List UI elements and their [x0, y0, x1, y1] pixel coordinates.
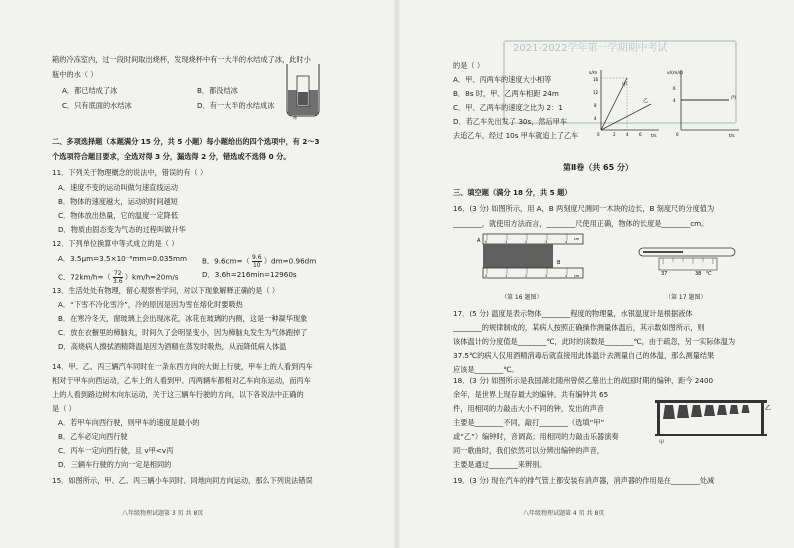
q14-option-d: D．三辆车行驶的方向一定是相同的	[58, 460, 172, 469]
s-t-graph	[589, 66, 661, 138]
q16-line2: ________，就使用方法而言，________尺使用正确，物体的长度是________cm。	[453, 219, 709, 228]
q17-line2: ________的规律制成的，某病人按照正确操作测量体温后，其示数如图所示，则	[453, 323, 705, 332]
q12-c-post: ）km/h=20m/s	[124, 272, 179, 282]
part2-title: 第Ⅱ卷（共 65 分）	[563, 163, 633, 172]
q11-option-d: D．物质由固态变为气态的过程叫做升华	[58, 225, 186, 234]
ruler-a-tick-1: 1	[505, 240, 508, 244]
s-tick-16: 16	[593, 77, 599, 82]
q11-stem: 11．下列关于物理概念的说法中，错误的有（ ）	[52, 168, 208, 177]
q12-b-pre: B．9.6cm=（	[202, 256, 250, 266]
t-tick-2: 2	[613, 132, 616, 137]
q11-option-b: B．物体的速度越大，运动的时间越短	[58, 197, 178, 206]
thermometer-figure	[633, 240, 743, 280]
ruler-b-tick-0: 0	[485, 274, 488, 278]
ruler-b-tick-1: 1	[505, 274, 508, 278]
q13-option-a: A．“下雪不冷化雪冷”，冷的原因是因为雪在熔化时要吸热	[58, 300, 243, 309]
v-t-graph	[667, 66, 741, 138]
q12-b-numerator: 9.6	[252, 254, 262, 261]
thermo-unit: ℃	[706, 271, 712, 277]
section2-line1: 二、多项选择题（本题满分 15 分，共 5 小题）每小题给出的四个选项中，有 2～3	[52, 137, 320, 146]
q15-option-c: C．甲、乙两车的速度之比为 2：1	[453, 103, 563, 112]
ruler-figure	[477, 232, 593, 290]
t-axis-label: t/s	[651, 134, 657, 139]
right-footer: 八年级物理试题第 4 页 共 8页	[523, 510, 605, 517]
section2-line2: 个选项符合题目要求，全选对得 3 分，漏选得 2 分，错选或不选得 0 分。	[52, 152, 291, 161]
q17-line5: 应该是________℃。	[453, 365, 519, 374]
t-tick-6: 6	[639, 132, 642, 137]
q17-line3: 该体温计的分度值是________℃，此时的读数是________℃，由于疏忽，另一实际体温为	[453, 337, 736, 346]
q18-line7: 主要是通过________来辨别。	[453, 460, 547, 469]
series-yi-label: 乙	[643, 98, 649, 104]
ruler-a-tick-0: 0	[485, 240, 488, 244]
q19-stem: 19．(3 分) 现在汽车的排气管上都安装有消声器，消声器的作用是在________处减	[453, 476, 715, 485]
q18-line2: 余年，是世界上现存最大的编钟。共有编钟共 65	[453, 390, 609, 399]
v-tick-6: 6	[673, 86, 676, 91]
q11-option-a: A．速度不变的运动叫做匀速直线运动	[58, 183, 178, 192]
q12-option-c	[58, 270, 179, 285]
watermark-title: 2021-2022学年第一学期期中考试	[513, 43, 668, 54]
ruler-a-tick-4: 4	[565, 240, 568, 244]
q18-line4: 主要是________不同，敲打________（选填“甲”	[453, 418, 605, 427]
t2-axis-label: t/s	[729, 134, 735, 139]
q10-option-d: D．有一大半的水结成冰	[197, 101, 275, 110]
q15-option-d: D．若乙车先出发了 30s，然后甲车	[453, 117, 568, 126]
q10-option-c: C．只有底面的水结冰	[62, 101, 132, 110]
q18-line5: 或“乙”）编钟时，音调高；用相同的力敲击乐器演奏	[453, 432, 619, 441]
page-fold	[394, 0, 400, 548]
q14-option-c: C．丙车一定向西行驶，且 v甲<v丙	[58, 446, 174, 455]
fig16-caption: （第 16 题图）	[501, 294, 543, 301]
q14-option-a: A．若甲车向西行驶，则甲车的速度是最小的	[58, 418, 200, 427]
q12-option-d: D．3.6h=216min=12960s	[202, 270, 297, 279]
q14-line3: 上的人看到路边树木向东运动，关于这三辆车行驶的方向，以下各说法中正确的	[52, 390, 304, 399]
thermo-tick-38: 38	[695, 271, 702, 277]
bell-jia-label: 甲	[659, 440, 665, 446]
ruler-a-tick-2: 2	[525, 240, 528, 244]
q18-line6: 同一歌曲时，我们依然可以分辨出编钟的声音，	[453, 446, 604, 455]
q18-line3: 件，用相同的力敲击大小不同的钟，发出的声音	[453, 404, 604, 413]
q10-stem-line2: 瓶中的水（ ）	[52, 70, 98, 79]
q12-c-numerator: 72	[113, 270, 122, 277]
v-axis-label: v/(m/s)	[667, 71, 683, 76]
ruler-a-label: A	[477, 238, 481, 244]
q12-c-denominator: 3.6	[113, 278, 123, 285]
q13-option-c: C．放在衣橱里的樟脑丸，时间久了会明显变小，因为樟脑丸发生为气体跑掉了	[58, 328, 308, 337]
series-bing-label: 丙	[731, 95, 737, 101]
ruler-a-tick-3: 3	[545, 240, 548, 244]
ruler-b-label: B	[557, 260, 561, 266]
q18-line1: 18．(3 分) 如图所示是我国湖北随州曾侯乙墓出土的战国时期的编钟，距今 2400	[453, 376, 714, 385]
ruler-b-tick-3: 3	[545, 274, 548, 278]
q12-b-denominator: 10	[252, 262, 261, 269]
q15-option-d-line2: 去追乙车，经过 10s 甲车就追上了乙车	[453, 131, 579, 140]
thermo-tick-37: 37	[661, 271, 668, 277]
q10-option-b: B．都没结冰	[197, 86, 238, 95]
q12-b-fraction	[252, 254, 262, 269]
s-tick-4: 4	[594, 116, 597, 121]
graph1-origin: 0	[597, 132, 600, 137]
ruler-b-unit: cm	[574, 274, 580, 278]
q14-option-b: B．乙车必定向西行驶	[58, 432, 128, 441]
bells-figure	[653, 396, 773, 446]
q16-line1: 16．(3 分) 如图所示，用 A，B 两刻度尺测同一木块的边长，B 刻度尺的分度值为	[453, 204, 715, 213]
left-page	[52, 0, 382, 548]
s-tick-12: 12	[593, 90, 599, 95]
right-page	[453, 0, 773, 548]
q11-option-c: C．物体放出热量，它的温度一定降低	[58, 211, 179, 220]
v-tick-4: 4	[673, 98, 676, 103]
s-tick-8: 8	[594, 103, 597, 108]
q12-b-post: ）dm=0.96dm	[263, 256, 317, 266]
q17-line4: 37.5℃的病人仅用酒精消毒后就直接用此体温计去测量自己的体温，那么测量结果	[453, 351, 715, 360]
ruler-b-tick-4: 4	[565, 274, 568, 278]
ice-label: 冰	[293, 115, 297, 120]
ruler-b-tick-2: 2	[525, 274, 528, 278]
q15-option-a: A．甲、丙两车的速度大小相等	[453, 75, 552, 84]
q13-option-d: D．高烧病人擦拭酒精降温是因为酒精在蒸发时吸热，从而降低病人体温	[58, 342, 287, 351]
q14-line1: 14．甲、乙、丙三辆汽车同时在一条东西方向的大街上行驶，甲车上的人看到丙车	[52, 362, 313, 371]
q12-option-a: A．3.5μm=3.5×10⁻⁶mm=0.035mm	[58, 254, 188, 263]
q12-c-fraction	[113, 270, 123, 285]
q13-option-b: B．在寒冷冬天，窗玻璃上会出现冰花，冰花在玻璃的内侧，这是一种凝华现象	[58, 314, 308, 323]
ruler-a-unit: cm	[574, 237, 580, 241]
beaker-figure	[284, 62, 322, 120]
q14-line2: 相对于甲车向西运动，乙车上的人看到甲、丙两辆车都相对乙车向东运动，而丙车	[52, 376, 311, 385]
q15-option-b: B．8s 时，甲、乙两车相距 24m	[453, 89, 559, 98]
q12-c-pre: C．72km/h=（	[58, 272, 111, 282]
s-axis-label: s/m	[589, 71, 598, 76]
series-jia-label: 甲	[622, 82, 628, 88]
left-footer: 八年级物理试题第 3 页 共 8页	[122, 510, 204, 517]
q15-stem: 15．如图所示，甲、乙、丙三辆小车同时、同地向同方向运动，那么下列说法错误	[52, 476, 313, 485]
t-tick-4: 4	[626, 132, 629, 137]
q12-stem: 12．下列单位换算中等式成立的是（ ）	[52, 239, 179, 248]
q10-stem-line1: 箱的冷冻室内，过一段时间取出烧杯，发现烧杯中有一大半的水结成了冰，此时小	[52, 55, 311, 64]
bell-yi-label: 乙	[765, 405, 772, 412]
q14-line4: 是（ ）	[52, 404, 76, 413]
q10-option-a: A．都已结成了冰	[62, 86, 118, 95]
graph2-origin: 0	[676, 132, 679, 137]
q17-line1: 17．(5 分) 温度是表示物体________程度的物理量，水银温度计是根据液体	[453, 309, 693, 318]
section3-title: 三、填空题（满分 18 分，共 5 题）	[453, 188, 572, 197]
q13-stem: 13．生活处处有物理，留心观察皆学问，对以下现象解释正确的是（ ）	[52, 286, 280, 295]
q15-cont-lead: 的是（ ）	[453, 61, 485, 70]
q12-option-b	[202, 254, 316, 269]
fig17-caption: （第 17 题图）	[665, 294, 707, 301]
